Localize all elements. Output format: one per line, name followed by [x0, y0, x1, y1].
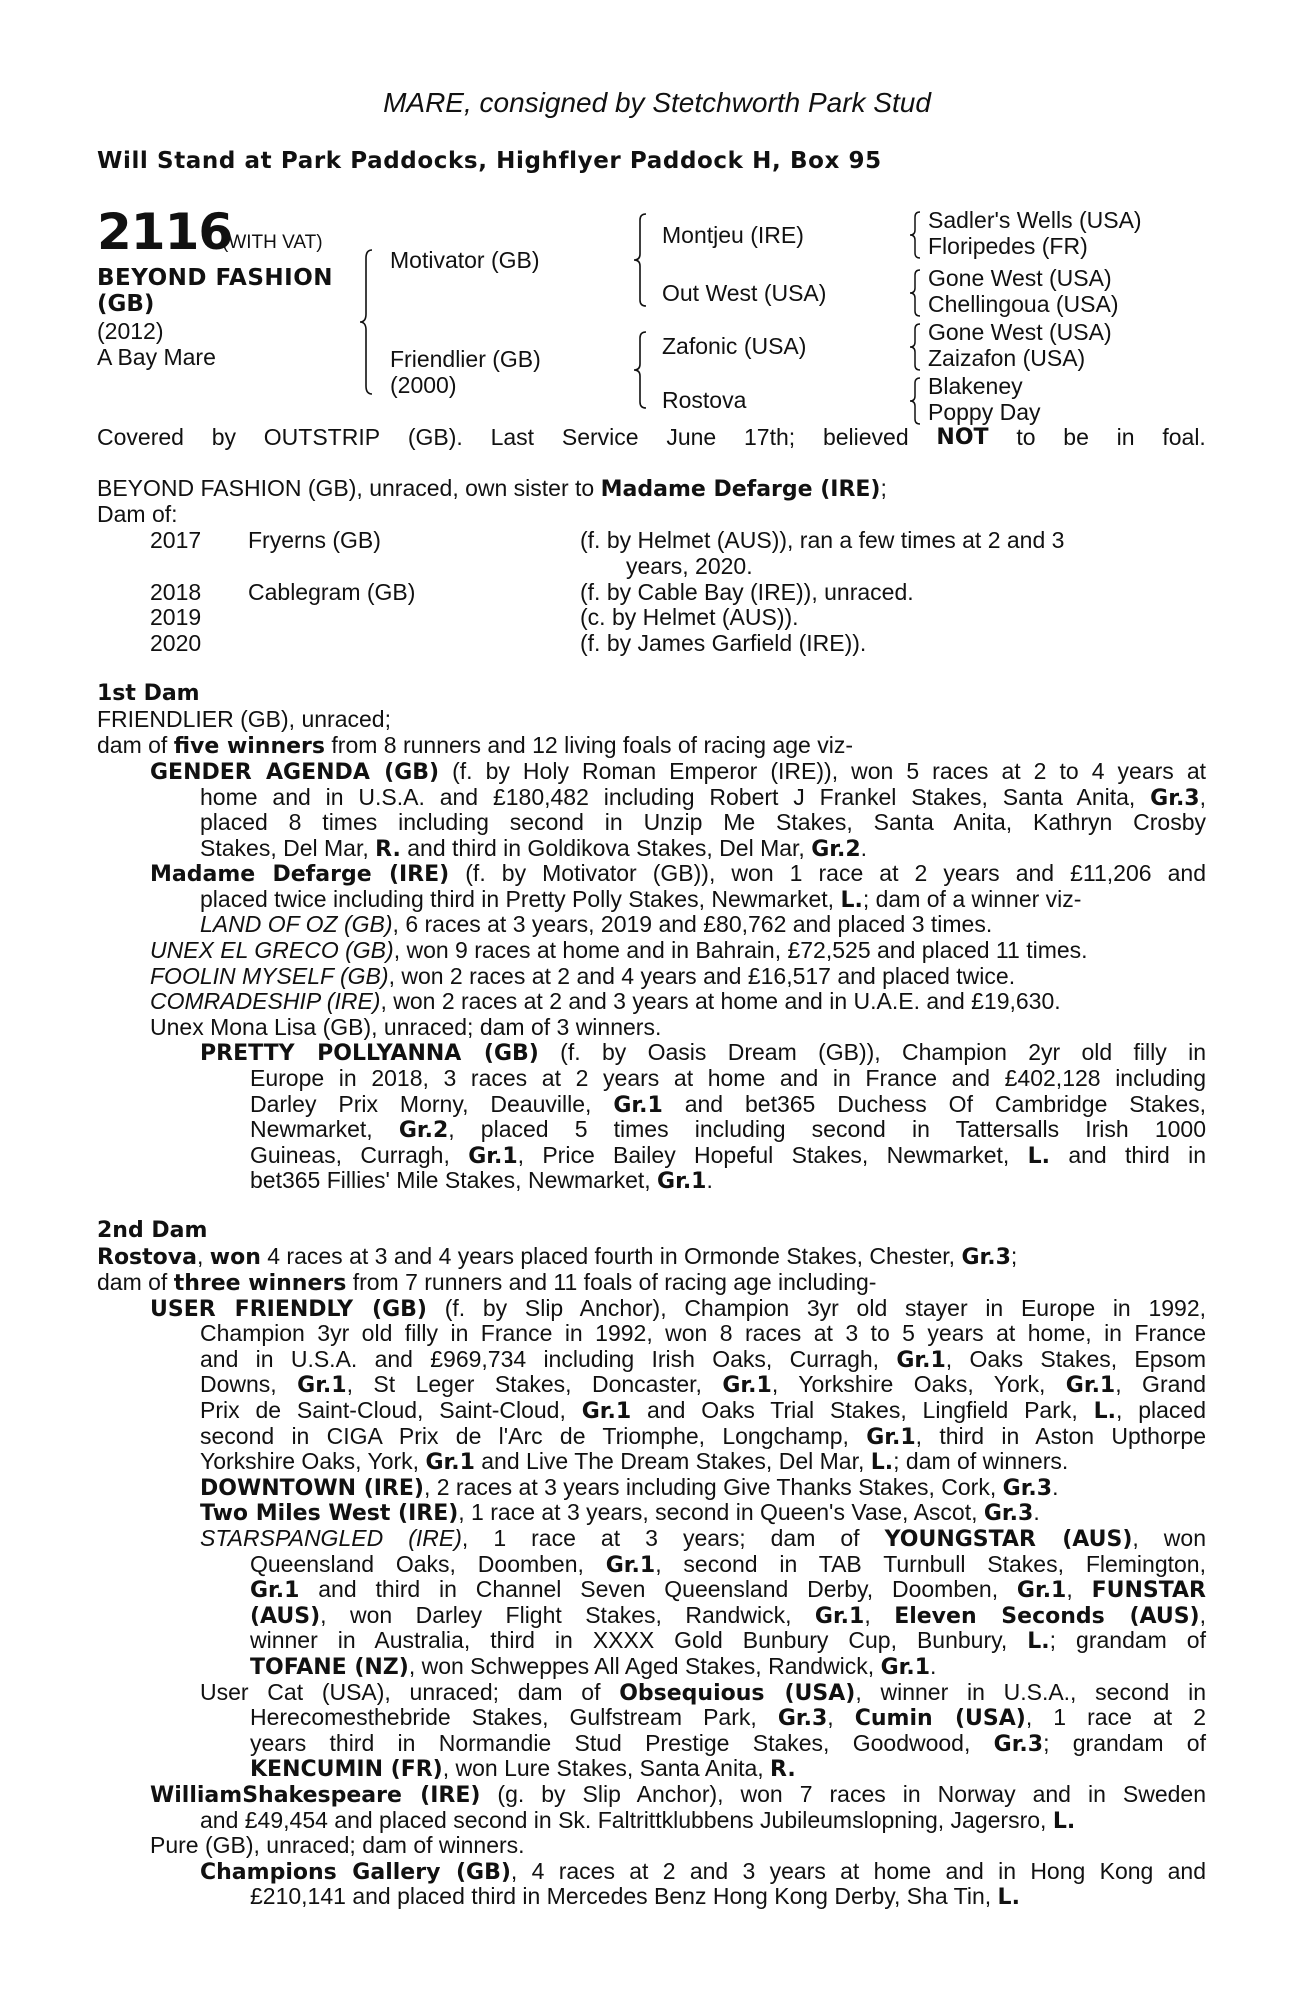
pedigree-sire: Motivator (GB)	[390, 247, 540, 273]
pedigree-brace-ss	[908, 210, 922, 264]
second-dam-line: Rostova, won 4 races at 3 and 4 years placed fourth in Ormonde Stakes, Chester, Gr.3;	[97, 1243, 1018, 1270]
pedigree-brace-ds	[908, 322, 922, 376]
pedigree-ssd: Floripedes (FR)	[928, 233, 1088, 259]
pedigree-dam-dam: Rostova	[662, 387, 747, 413]
pedigree-sire-sire: Montjeu (IRE)	[662, 222, 804, 248]
entry-pure: Pure (GB), unraced; dam of winners.	[150, 1832, 525, 1859]
produce-year: 2020	[150, 630, 202, 656]
vat-label: (WITH VAT)	[222, 232, 323, 253]
produce-note: (c. by Helmet (AUS)).	[580, 604, 799, 630]
entry-madame-defarge: Madame Defarge (IRE) (f. by Motivator (GB)), won 1 race at 2 years and £11,206 and	[150, 860, 1206, 887]
pedigree-dam-sire: Zafonic (USA)	[662, 333, 807, 359]
entry-william-shakespeare-cont: and £49,454 and placed second in Sk. Faltrittklubbens Jubileumslopning, Jagersro, L.	[200, 1806, 1076, 1834]
pedigree-ddd: Poppy Day	[928, 399, 1041, 425]
entry-pretty-pollyanna: PRETTY POLLYANNA (GB) (f. by Oasis Dream (GB)), Champion 2yr old filly in	[200, 1039, 1206, 1067]
entry-gender-agenda: GENDER AGENDA (GB) (f. by Holy Roman Emperor (IRE)), won 5 races at 2 to 4 years at	[150, 758, 1206, 785]
pedigree-dds: Blakeney	[928, 373, 1023, 399]
intro-line: BEYOND FASHION (GB), unraced, own sister to Madame Defarge (IRE);	[97, 475, 887, 502]
horse-description: A Bay Mare	[97, 344, 216, 370]
pedigree-sire-dam: Out West (USA)	[662, 280, 827, 306]
pedigree-dsd: Zaizafon (USA)	[928, 345, 1086, 371]
produce-year: 2017	[150, 527, 202, 553]
entry-user-friendly-cont: Champion 3yr old filly in France in 1992, won 8 races at 3 to 5 years at home, in France and in U.S.A. and £969,734 including Irish Oaks, Curragh, Gr.1, Oaks Stakes, Epsom Downs, Gr.1, St Leger Stakes, Doncaster, Gr.1, Yorkshire Oaks, York, Gr.1, Grand Prix de Saint-Cloud, Saint-Cloud, Gr.1 and Oaks Trial Stakes, Lingfield Park, L., placed second in CIGA Prix de l'Arc de Triomphe, Longchamp, Gr.1, third in Aston Upthorpe Yorkshire Oaks, York, Gr.1 and Live The Dream Stakes, Del Mar, L.; dam of winners. DOWNTOWN (IRE), 2 races at 3 years including Give Thanks Stakes, Cork, Gr.3. Two Miles West (IRE), 1 race at 3 years, second in Queen's Vase, Ascot, Gr.3. STARSPANGLED (IRE), 1 race at 3 years; dam of YOUNGSTAR (AUS), won	[200, 1320, 1207, 1552]
produce-note: years, 2020.	[626, 553, 753, 579]
entry-user-cat: User Cat (USA), unraced; dam of Obsequious (USA), winner in U.S.A., second in	[200, 1678, 1206, 1706]
entry-champions-gallery-cont: £210,141 and placed third in Mercedes Benz Hong Kong Derby, Sha Tin, L.	[250, 1883, 1020, 1911]
produce-year: 2019	[150, 604, 202, 630]
produce-name: Cablegram (GB)	[248, 579, 416, 605]
lot-location: Will Stand at Park Paddocks, Highflyer Paddock H, Box 95	[97, 148, 882, 174]
entry-madame-defarge-cont: placed twice including third in Pretty Polly Stakes, Newmarket, L.; dam of a winner viz- LAND OF OZ (GB), 6 races at 3 years, 2019 and £80,762 and placed 3 times.	[200, 885, 1082, 938]
first-dam-heading: 1st Dam	[97, 681, 200, 706]
lot-number: 2116	[97, 203, 233, 261]
pedigree-brace-dd	[908, 376, 922, 430]
pedigree-sss: Sadler's Wells (USA)	[928, 207, 1142, 233]
covered-line: Covered by OUTSTRIP (GB). Last Service June 17th; believed NOT to be in foal.	[97, 424, 1206, 450]
pedigree-brace-main	[358, 248, 374, 396]
first-dam-line: FRIENDLIER (GB), unraced;	[97, 706, 391, 732]
entry-william-shakespeare: WilliamShakespeare (IRE) (g. by Slip Anchor), won 7 races in Norway and in Sweden	[150, 1781, 1206, 1808]
pedigree-brace-dam	[632, 330, 648, 410]
produce-note: (f. by Cable Bay (IRE)), unraced.	[580, 579, 914, 605]
second-dam-summary: dam of three winners from 7 runners and 11 foals of racing age including-	[97, 1269, 877, 1296]
page-title: MARE, consigned by Stetchworth Park Stud	[383, 87, 931, 118]
first-dam-summary: dam of five winners from 8 runners and 12 living foals of racing age viz-	[97, 732, 854, 759]
entry-champions-gallery: Champions Gallery (GB), 4 races at 2 and 3 years at home and in Hong Kong and	[200, 1857, 1206, 1885]
entry-other-foals: UNEX EL GRECO (GB), won 9 races at home and in Bahrain, £72,525 and placed 11 times. FOOLIN MYSELF (GB), won 2 races at 2 and 4 years and £16,517 and placed twice. COMRADESHIP (IRE), won 2 races at 2 and 3 years at home and in U.A.E. and £19,630. Unex Mona Lisa (GB), unraced; dam of 3 winners.	[150, 937, 1088, 1040]
produce-year: 2018	[150, 579, 202, 605]
foaling-year: (2012)	[97, 318, 164, 344]
entry-user-friendly: USER FRIENDLY (GB) (f. by Slip Anchor), Champion 3yr old stayer in Europe in 1992,	[150, 1294, 1207, 1322]
second-dam-heading: 2nd Dam	[97, 1218, 208, 1243]
pedigree-brace-sd	[908, 268, 922, 322]
horse-name-suffix: (GB)	[97, 291, 155, 317]
produce-name: Fryerns (GB)	[248, 527, 381, 553]
entry-gender-agenda-cont: home and in U.S.A. and £180,482 including Robert J Frankel Stakes, Santa Anita, Gr.3, placed 8 times including second in Unzip Me Stakes, Santa Anita, Kathryn Crosby Stakes, Del Mar, R. and third in Goldikova Stakes, Del Mar, Gr.2.	[200, 783, 1206, 862]
entry-pretty-pollyanna-cont: Europe in 2018, 3 races at 2 years at home and in France and £402,128 including Darley Prix Morny, Deauville, Gr.1 and bet365 Duchess Of Cambridge Stakes, Newmarket, Gr.2, placed 5 times including second in Tattersalls Irish 1000 Guineas, Curragh, Gr.1, Price Bailey Hopeful Stakes, Newmarket, L. and third in bet365 Fillies' Mile Stakes, Newmarket, Gr.1.	[250, 1065, 1206, 1195]
entry-starspangled-cont: Queensland Oaks, Doomben, Gr.1, second in TAB Turnbull Stakes, Flemington, Gr.1 and third in Channel Seven Queensland Derby, Doomben, Gr.1, FUNSTAR (AUS), won Darley Flight Stakes, Randwick, Gr.1, Eleven Seconds (AUS), winner in Australia, third in XXXX Gold Bunbury Cup, Bunbury, L.; grandam of TOFANE (NZ), won Schweppes All Aged Stakes, Randwick, Gr.1.	[250, 1550, 1207, 1680]
produce-note: (f. by James Garfield (IRE)).	[580, 630, 867, 656]
pedigree-dam-year: (2000)	[390, 372, 457, 398]
entry-user-cat-cont: Herecomesthebride Stakes, Gulfstream Park, Gr.3, Cumin (USA), 1 race at 2 years third in Normandie Stud Prestige Stakes, Goodwood, Gr.3; grandam of KENCUMIN (FR), won Lure Stakes, Santa Anita, R.	[250, 1704, 1206, 1783]
dam-of-label: Dam of:	[97, 501, 178, 527]
pedigree-sdd: Chellingoua (USA)	[928, 291, 1119, 317]
pedigree-brace-sire	[632, 212, 648, 308]
horse-name: BEYOND FASHION	[97, 265, 334, 291]
pedigree-dss: Gone West (USA)	[928, 319, 1112, 345]
produce-note: (f. by Helmet (AUS)), ran a few times at 2 and 3	[580, 527, 1065, 553]
pedigree-dam: Friendlier (GB)	[390, 346, 541, 372]
pedigree-sds: Gone West (USA)	[928, 265, 1112, 291]
